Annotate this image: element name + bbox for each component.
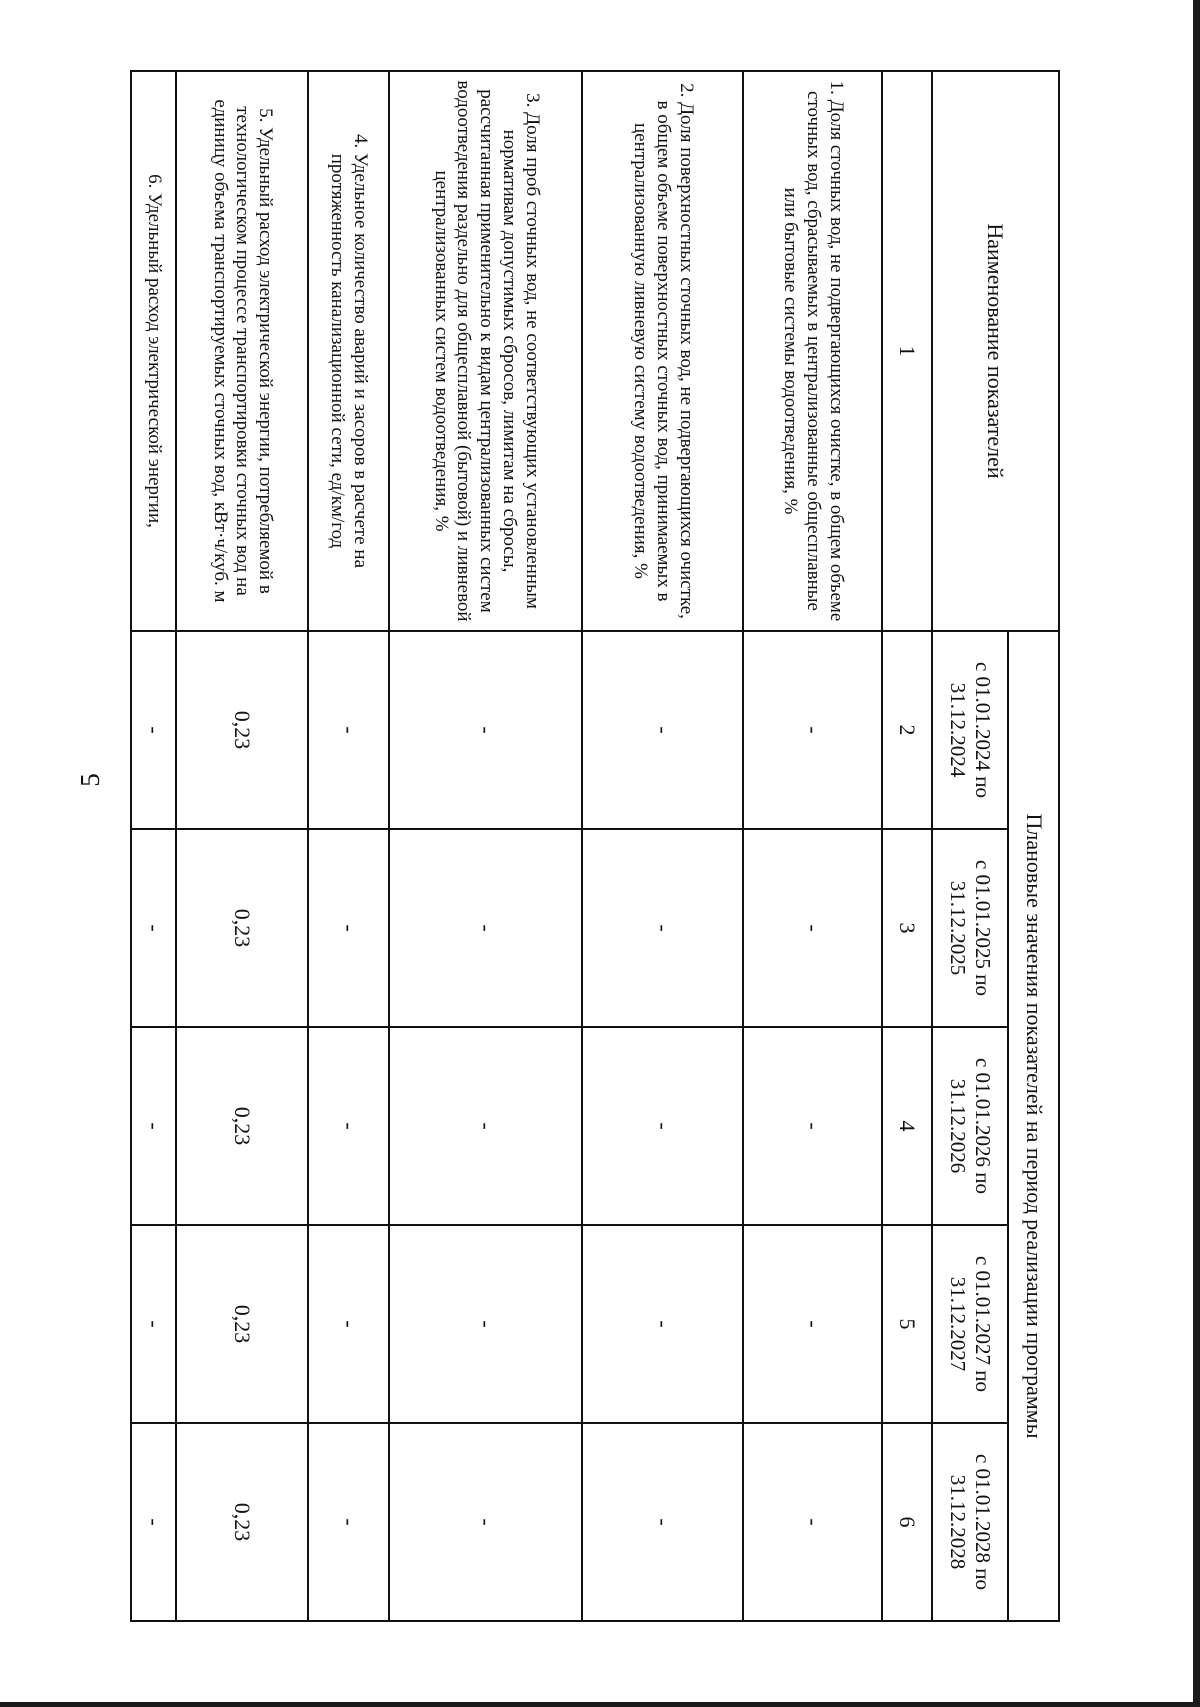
indicator-name: 1. Доля сточных вод, не подвергающихся очистке, в общем объеме сточных вод, сбрасываемых в централизованные общесплавные или бытовые системы водоотведения, % [743, 71, 882, 631]
indicator-value: - [582, 1225, 742, 1423]
header-group-label: Плановые значения показателей на период реализации программы [1008, 631, 1059, 1621]
indicator-value: - [582, 1423, 742, 1621]
table-row [582, 71, 742, 1621]
indicator-value: - [743, 829, 882, 1027]
table-row [176, 71, 308, 1621]
indicator-value: - [389, 1225, 582, 1423]
table-row [743, 71, 882, 1621]
indicator-value: - [743, 1225, 882, 1423]
header-period-2027: с 01.01.2027 по 31.12.2027 [932, 1225, 1009, 1423]
rotated-table-wrapper [130, 70, 1060, 1620]
header-name-column: Наименование показателей [932, 71, 1059, 631]
indicator-value: - [131, 829, 176, 1027]
column-number: 6 [882, 1423, 931, 1621]
indicator-name: 4. Удельное количество аварий и засоров в расчете на протяженность канализационной сети, ед/км/год [308, 71, 389, 631]
indicator-value: - [743, 631, 882, 829]
indicator-value: 0,23 [176, 1423, 308, 1621]
indicator-value: - [582, 631, 742, 829]
column-number: 2 [882, 631, 931, 829]
indicator-value: - [582, 829, 742, 1027]
indicator-value: - [743, 1423, 882, 1621]
header-row-column-numbers [882, 71, 931, 1621]
column-number: 1 [882, 71, 931, 631]
indicator-value: - [389, 631, 582, 829]
header-period-2025: с 01.01.2025 по 31.12.2025 [932, 829, 1009, 1027]
indicator-value: 0,23 [176, 631, 308, 829]
header-row-group [1008, 71, 1059, 1621]
indicator-value: - [308, 1027, 389, 1225]
indicator-value: - [743, 1027, 882, 1225]
column-number: 5 [882, 1225, 931, 1423]
indicator-value: - [389, 1027, 582, 1225]
indicator-value: - [308, 1423, 389, 1621]
column-number: 3 [882, 829, 931, 1027]
indicator-value: - [131, 1225, 176, 1423]
indicator-value: - [131, 631, 176, 829]
indicator-value: - [389, 829, 582, 1027]
indicator-value: - [389, 1423, 582, 1621]
table-row [131, 71, 176, 1621]
indicator-value: - [131, 1423, 176, 1621]
table-row [308, 71, 389, 1621]
indicator-value: - [308, 829, 389, 1027]
indicator-value: 0,23 [176, 829, 308, 1027]
indicator-name: 2. Доля поверхностных сточных вод, не подвергающихся очистке, в общем объеме поверхностных сточных вод, принимаемых в централизованную ливневую систему водоотведения, % [582, 71, 742, 631]
indicator-name: 5. Удельный расход электрической энергии, потребляемой в технологическом процессе транспортировки сточных вод на единицу объема транспортируемых сточных вод, кВт·ч/куб. м [176, 71, 308, 631]
indicator-value: 0,23 [176, 1225, 308, 1423]
column-number: 4 [882, 1027, 931, 1225]
indicator-name: 3. Доля проб сточных вод, не соответствующих установленным нормативам допустимых сбросов, лимитам на сбросы, рассчитанная применительно к видам централизованных систем водоотведения раздельно для общесплавной (бытовой) и ливневой централизованных систем водоотведения, % [389, 71, 582, 631]
scan-edge-bottom [0, 1702, 1200, 1707]
indicator-value: - [582, 1027, 742, 1225]
indicator-name: 6. Удельный расход электрической энергии, [131, 71, 176, 631]
scan-edge-right [1193, 0, 1200, 1707]
indicator-value: - [131, 1027, 176, 1225]
indicators-table [130, 70, 1060, 1622]
header-period-2026: с 01.01.2026 по 31.12.2026 [932, 1027, 1009, 1225]
header-period-2024: с 01.01.2024 по 31.12.2024 [932, 631, 1009, 829]
indicator-value: 0,23 [176, 1027, 308, 1225]
table-row [389, 71, 582, 1621]
page-number: 5 [75, 773, 105, 787]
indicator-value: - [308, 631, 389, 829]
indicator-value: - [308, 1225, 389, 1423]
header-period-2028: с 01.01.2028 по 31.12.2028 [932, 1423, 1009, 1621]
